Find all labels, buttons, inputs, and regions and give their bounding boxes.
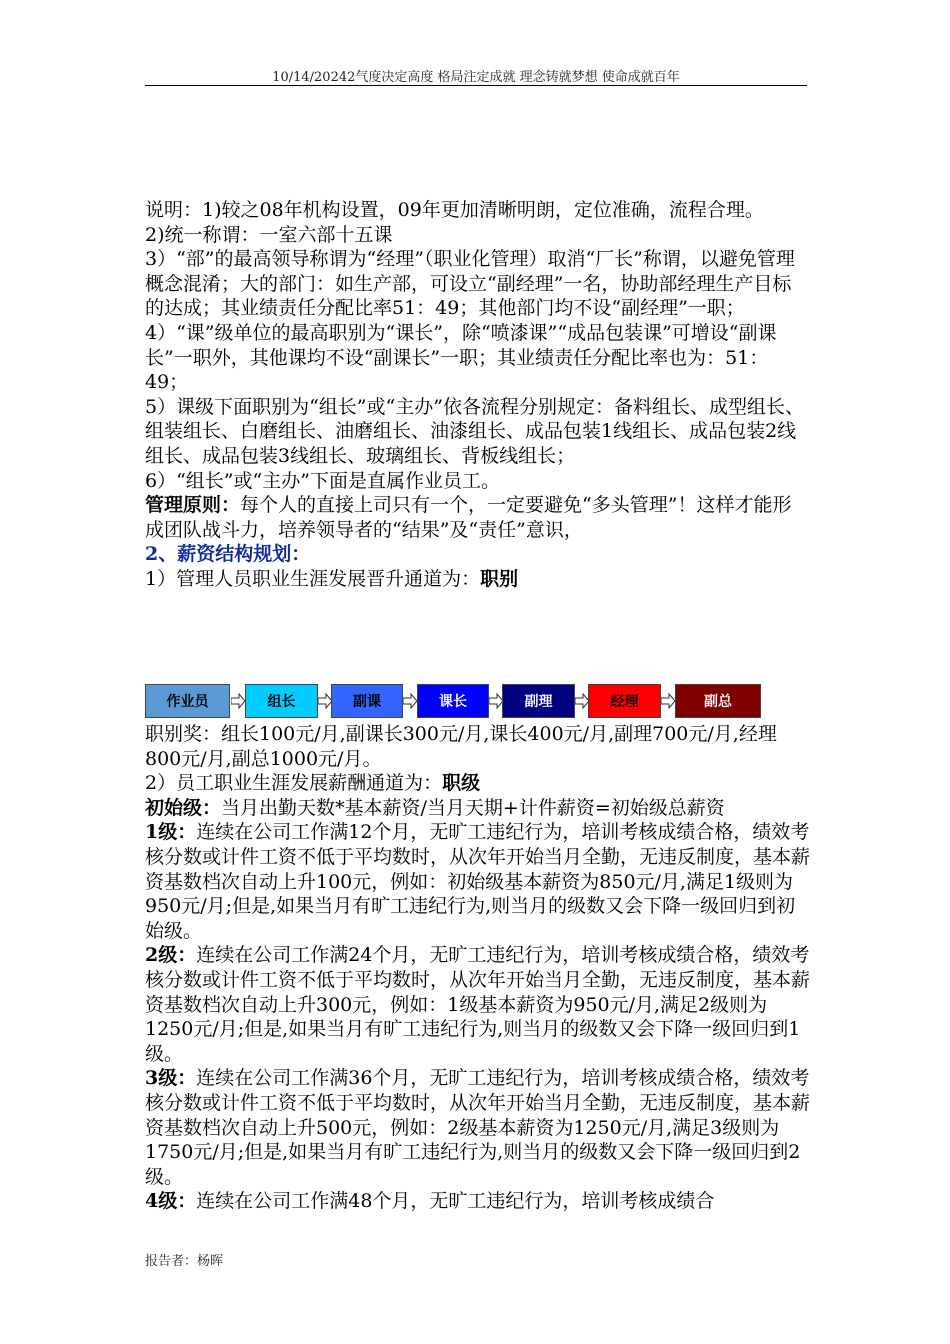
arrow-right-icon (231, 693, 245, 709)
paragraph: 4）“课”级单位的最高职别为“课长”，除“喷漆课”“成品包装课”可增设“副课长”一职外，其他课均不设“副课长”一职；其业绩责任分配比率也为：51：49； (145, 321, 777, 394)
flow-box-deputy-manager: 副理 (502, 684, 575, 718)
flow-box-operator: 作业员 (145, 684, 230, 718)
flow-box-manager: 经理 (588, 684, 661, 718)
paragraph: 职别奖：组长100元/月,副课长300元/月,课长400元/月,副理700元/月,经理800元/月,副总1000元/月。 (145, 723, 777, 770)
arrow-right-icon (489, 693, 503, 709)
paragraph: 2)统一称谓：一室六部十五课 (145, 223, 393, 246)
level-paragraph: 3级：连续在公司工作满36个月，无旷工违纪行为，培训考核成绩合格，绩效考核分数或计件工资不低于平均数时，从次年开始当月全勤，无违反制度，基本薪资基数档次自动上升500元，例如：2级基本薪资为1250元/月,满足3级则为1750元/月;但是,如果当月有旷工违纪行为,则当月的级数又会下降一级回归到2级。 (145, 1067, 811, 1188)
paragraph: 6）“组长”或“主办”下面是直属作业员工。 (145, 469, 500, 492)
principle-text: 每个人的直接上司只有一个，一定要避免“多头管理”！这样才能形成团队战斗力，培养领导者的“结果”及“责任”意识， (145, 494, 792, 541)
arrow-right-icon (661, 693, 675, 709)
page-footer: 报告者：杨晖 (145, 1254, 224, 1269)
flow-box-deputy-section: 副课 (331, 684, 403, 718)
flow-box-vice-president: 副总 (675, 684, 761, 718)
level-paragraph: 2级：连续在公司工作满24个月，无旷工违纪行为，培训考核成绩合格，绩效考核分数或计件工资不低于平均数时，从次年开始当月全勤，无违反制度，基本薪资基数档次自动上升300元，例如：1级基本薪资为950元/月,满足2级则为1250元/月;但是,如果当月有旷工违纪行为,则当月的级数又会下降一级回归到1级。 (145, 944, 811, 1065)
management-principle (145, 493, 810, 542)
arrow-right-icon (403, 693, 417, 709)
flow-box-section-chief: 课长 (417, 684, 489, 718)
career-path-intro: 1）管理人员职业生涯发展晋升通道为：职别 (145, 567, 519, 590)
document-body (145, 198, 810, 592)
header-rule (145, 85, 807, 86)
document-body-continued (145, 722, 810, 1214)
arrow-right-icon (318, 693, 332, 709)
paragraph: 说明：1)较之08年机构设置，09年更加清晰明朗，定位准确，流程合理。 (145, 199, 764, 221)
career-flow-diagram (145, 684, 785, 720)
level-paragraph: 4级：连续在公司工作满48个月，无旷工违纪行为，培训考核成绩合 (145, 1190, 715, 1213)
level-paragraph: 初始级：当月出勤天数*基本薪资/当月天期+计件薪资=初始级总薪资 (145, 796, 725, 819)
salary-path-intro: 2）员工职业生涯发展薪酬通道为：职级 (145, 772, 481, 795)
page-header: 10/14/20242气度决定高度 格局注定成就 理念铸就梦想 使命成就百年 (272, 70, 680, 85)
section-title: 2、薪资结构规划： (145, 543, 311, 566)
level-paragraph: 1级：连续在公司工作满12个月，无旷工违纪行为，培训考核成绩合格，绩效考核分数或计件工资不低于平均数时，从次年开始当月全勤，无违反制度，基本薪资基数档次自动上升100元，例如：初始级基本薪资为850元/月,满足1级则为950元/月;但是,如果当月有旷工违纪行为,则当月的级数又会下降一级回归到初始级。 (145, 821, 811, 942)
principle-label: 管理原则： (145, 494, 241, 517)
paragraph: 5）课级下面职别为“组长”或“主办”依各流程分别规定：备料组长、成型组长、组装组长、白磨组长、油磨组长、油漆组长、成品包装1线组长、成品包装2线组长、成品包装3线组长、玻璃组长、背板线组长； (145, 395, 804, 467)
flow-box-team-leader: 组长 (245, 684, 318, 718)
paragraph: 3）“部”的最高领导称谓为“经理”（职业化管理）取消“厂长”称谓，以避免管理概念混淆；大的部门：如生产部，可设立“副经理”一名，协助部经理生产目标的达成；其业绩责任分配比率51：49；其他部门均不设“副经理”一职； (145, 248, 795, 320)
arrow-right-icon (575, 693, 589, 709)
